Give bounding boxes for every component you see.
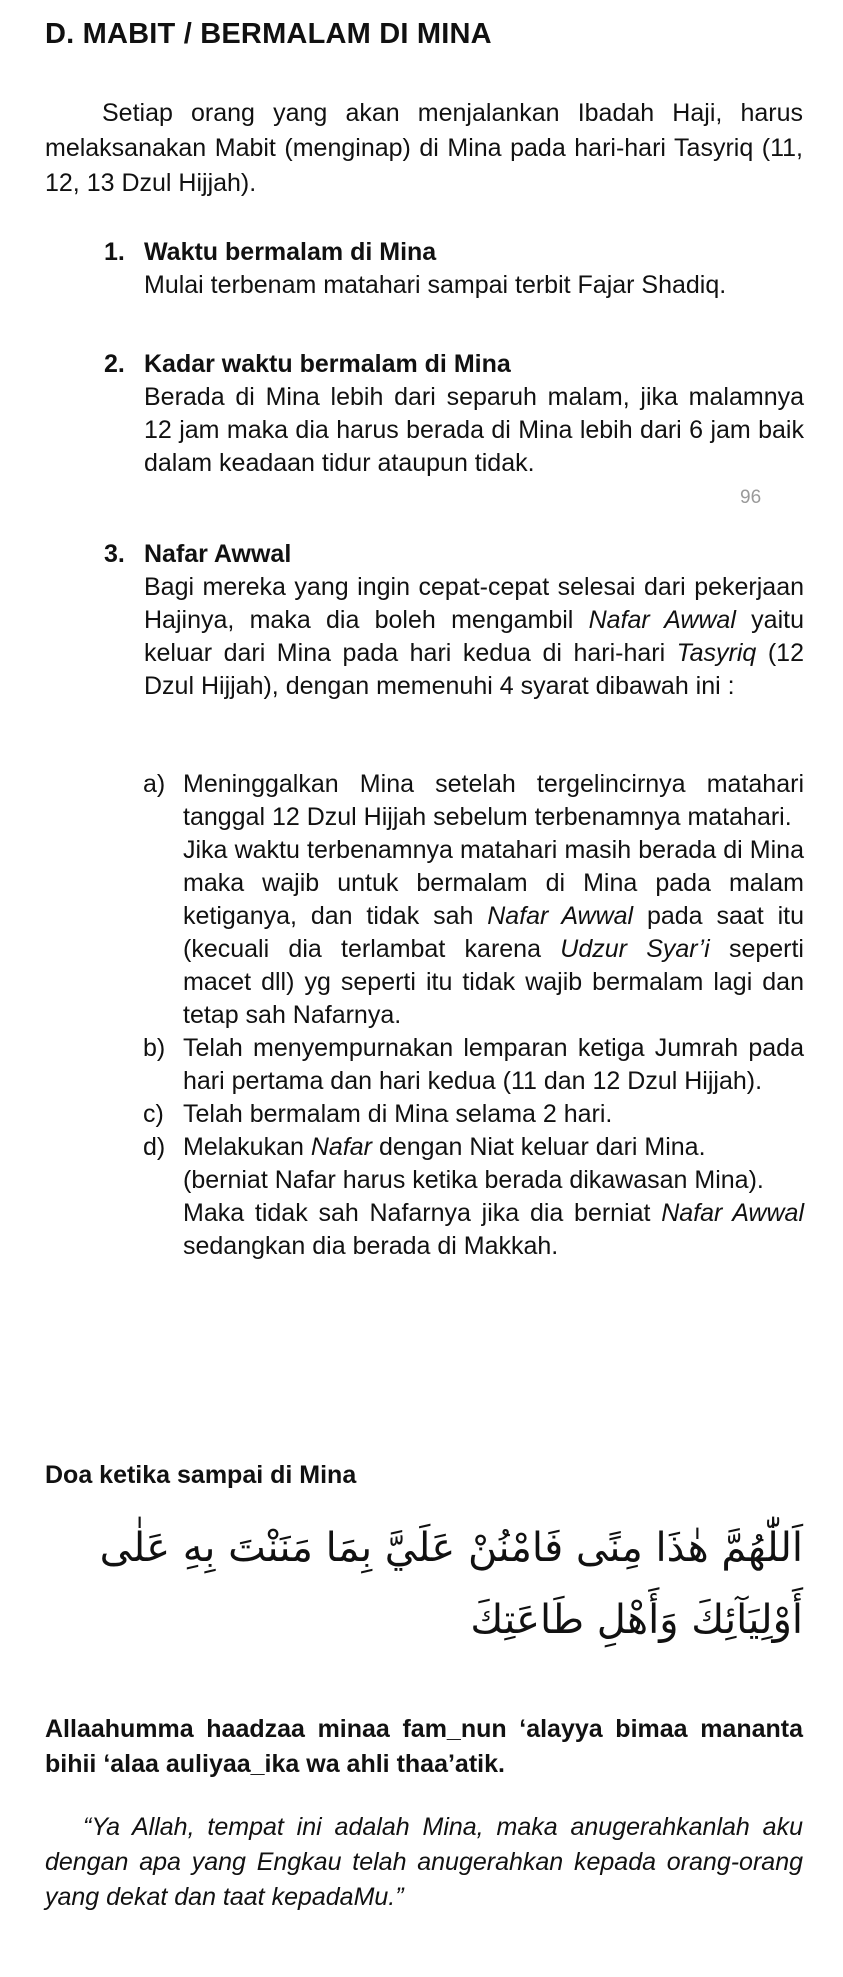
intro-paragraph: Setiap orang yang akan menjalankan Ibadah Haji, harus melaksanakan Mabit (menginap) di Mina pada hari-hari Tasyriq (11, 12, 13 Dzul Hijjah). — [45, 99, 803, 197]
condition-extra: Jika waktu terbenamnya matahari masih berada di Mina maka wajib untuk bermalam di Mina pada malam ketiganya, dan tidak sah Nafar Awwal pada saat itu (kecuali dia terlambat karena Udzur Syar’i seperti macet dll) yg seperti itu tidak wajib bermalam lagi dan tetap sah Nafarnya. — [183, 836, 804, 1029]
doa-translation: “Ya Allah, tempat ini adalah Mina, maka anugerahkanlah aku dengan apa yang Engkau telah anugerahkan kepada orang-orang yang dekat dan taat kepadaMu.” — [45, 1813, 803, 1911]
numbered-item-1 — [104, 236, 804, 302]
item-text: Mulai terbenam matahari sampai terbit Fajar Shadiq. — [144, 271, 727, 299]
doa-transliteration: Allaahumma haadzaa minaa fam_nun ‘alayya bimaa mananta bihii ‘alaa auliyaa_ika wa ahli thaa’atik. — [45, 1715, 803, 1778]
conditions-list — [143, 768, 804, 1263]
condition-mark: b) — [143, 1034, 166, 1062]
item-text: Berada di Mina lebih dari separuh malam, jika malamnya 12 jam maka dia harus berada di Mina lebih dari 6 jam baik dalam keadaan tidur ataupun tidak. — [144, 383, 804, 477]
condition-mark: a) — [143, 770, 166, 798]
condition-a — [143, 768, 804, 1032]
item-title: Waktu bermalam di Mina — [144, 238, 437, 266]
condition-d — [143, 1131, 804, 1263]
condition-c — [143, 1098, 804, 1131]
condition-text: Telah bermalam di Mina selama 2 hari. — [183, 1100, 613, 1128]
arabic-line-1: اَللّٰهُمَّ هٰذَا مِنًى فَامْنُنْ عَلَيَّ بِمَا مَنَنْتَ بِهِ عَلٰى — [99, 1525, 803, 1571]
item-title: Kadar waktu bermalam di Mina — [144, 350, 511, 378]
item-text: Bagi mereka yang ingin cepat-cepat selesai dari pekerjaan Hajinya, maka dia boleh mengambil Nafar Awwal yaitu keluar dari Mina pada hari kedua di hari-hari Tasyriq (12 Dzul Hijjah), dengan memenuhi 4 syarat dibawah ini : — [144, 573, 804, 700]
term-tasyriq: Tasyriq — [676, 639, 757, 667]
section-heading: D. MABIT / BERMALAM DI MINA — [45, 18, 492, 50]
condition-text: Meninggalkan Mina setelah tergelincirnya matahari tanggal 12 Dzul Hijjah sebelum terbenamnya matahari. — [183, 770, 804, 831]
arabic-line-2: أَوْلِيَآئِكَ وَأَهْلِ طَاعَتِكَ — [470, 1597, 803, 1643]
condition-mark: c) — [143, 1100, 164, 1128]
condition-text: Melakukan Nafar dengan Niat keluar dari Mina. — [183, 1133, 706, 1161]
term-nafar-awwal: Nafar Awwal — [588, 606, 736, 634]
doa-title: Doa ketika sampai di Mina — [45, 1461, 357, 1489]
item-number: 2. — [104, 350, 125, 378]
page-number: 96 — [740, 487, 762, 508]
item-title: Nafar Awwal — [144, 540, 292, 568]
item-number: 3. — [104, 540, 125, 568]
condition-note: (berniat Nafar harus ketika berada dikawasan Mina). — [183, 1166, 764, 1194]
numbered-item-2 — [104, 348, 804, 480]
condition-mark: d) — [143, 1133, 166, 1161]
numbered-item-3 — [104, 538, 804, 703]
item-number: 1. — [104, 238, 125, 266]
condition-text: Telah menyempurnakan lemparan ketiga Jumrah pada hari pertama dan hari kedua (11 dan 12 Dzul Hijjah). — [183, 1034, 804, 1095]
condition-b — [143, 1032, 804, 1098]
condition-extra: Maka tidak sah Nafarnya jika dia berniat Nafar Awwal sedangkan dia berada di Makkah. — [183, 1199, 804, 1260]
